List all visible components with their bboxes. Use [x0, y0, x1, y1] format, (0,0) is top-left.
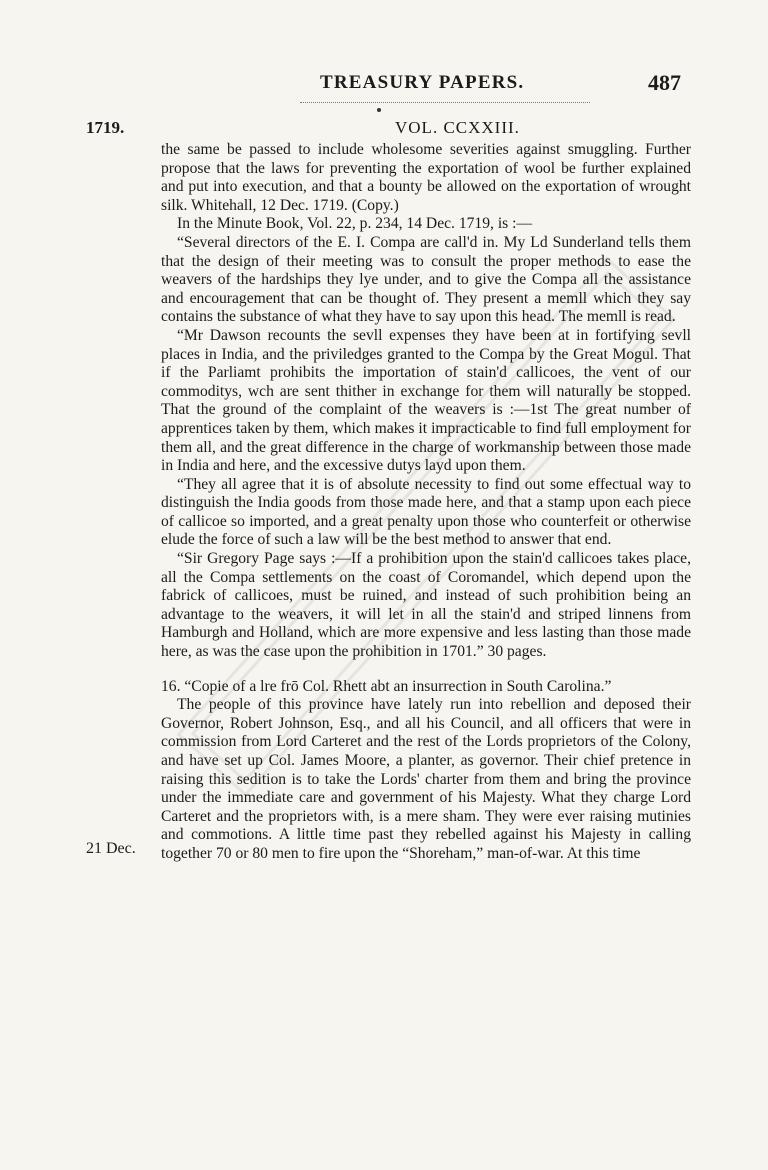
- page-number: 487: [648, 70, 681, 95]
- paragraph: In the Minute Book, Vol. 22, p. 234, 14 Dec. 1719, is :—: [177, 215, 533, 233]
- page-header: [0, 68, 768, 102]
- paragraph: “Several directors of the E. I. Compa are call'd in. My Ld Sunderland tells them that the design of their meeting was to consult the proper methods to ease the weavers of the hardships they lye under, and to give the Compa all the assistance and encouragement that can be thought of. They present a memll which they say contains the substance of what they have to say upon this head. The memll is read.: [161, 233, 691, 326]
- paragraph: “Sir Gregory Page says :—If a prohibition upon the stain'd callicoes takes place, all the Compa settlements on the coast of Coromandel, which depend upon the fabrick of callicoes, must be ruined, and instead of such prohibition being an advantage to the weavers, it will let in all the stain'd and striped linnens from Hamburgh and Holland, which are more expensive and less lasting than those made here, as was the case upon the prohibition in 1701.” 30 pages.: [161, 550, 691, 661]
- ornament-dot: [377, 108, 381, 112]
- body-text: [161, 141, 691, 864]
- volume-heading: VOL. CCXXIII.: [395, 118, 520, 137]
- running-title: TREASURY PAPERS.: [320, 72, 525, 93]
- header-rule: [300, 102, 590, 103]
- margin-date: 21 Dec.: [86, 840, 136, 857]
- paragraph: The people of this province have lately run into rebellion and deposed their Governor, Robert Johnson, Esq., and all his Council, and all officers that were in commission from Lord Carteret and the rest of the Lords proprietors of the Colony, and have set up Col. James Moore, a planter, as governor. Their chief pretence in raising this sedition is to take the Lords' charter from them and bring the province under the immediate care and government of his Majesty. What they charge Lord Carteret and the proprietors with, is a mere sham. They were ever raising mutinies and commotions. A little time past they rebelled against his Majesty in calling together 70 or 80 men to fire upon the “Shoreham,” man-of-war. At this time: [161, 696, 691, 862]
- margin-year: 1719.: [86, 118, 125, 137]
- paragraph: “They all agree that it is of absolute necessity to find out some effectual way to distinguish the India goods from those made here, and that a stamp upon each piece of callicoe so imported, and a great penalty upon those who counterfeit or otherwise elude the force of such a law will be the best method to answer that end.: [161, 475, 691, 549]
- entry-heading: 16. “Copie of a lre frō Col. Rhett abt an insurrection in South Carolina.”: [161, 677, 612, 695]
- paragraph: the same be passed to include wholesome severities against smuggling. Further propose that the laws for preventing the exportation of wool be further explained and put into execution, and that a bounty be allowed on the exportation of wrought silk. Whitehall, 12 Dec. 1719. (Copy.): [161, 141, 691, 214]
- paragraph: “Mr Dawson recounts the sevll expenses they have been at in fortifying sevll places in India, and the priviledges granted to the Compa by the Great Mogul. That if the Parliamt prohibits the importation of stain'd callicoes, the vent of our commoditys, wch are sent thither in exchange for them will naturally be stopped. That the ground of the complaint of the weavers is :—1st The great number of apprentices taken by them, which makes it impracticable to find full employment for them all, and the great difference in the charge of workmanship between those made in India and here, and the excessive dutys layd upon them.: [161, 326, 691, 475]
